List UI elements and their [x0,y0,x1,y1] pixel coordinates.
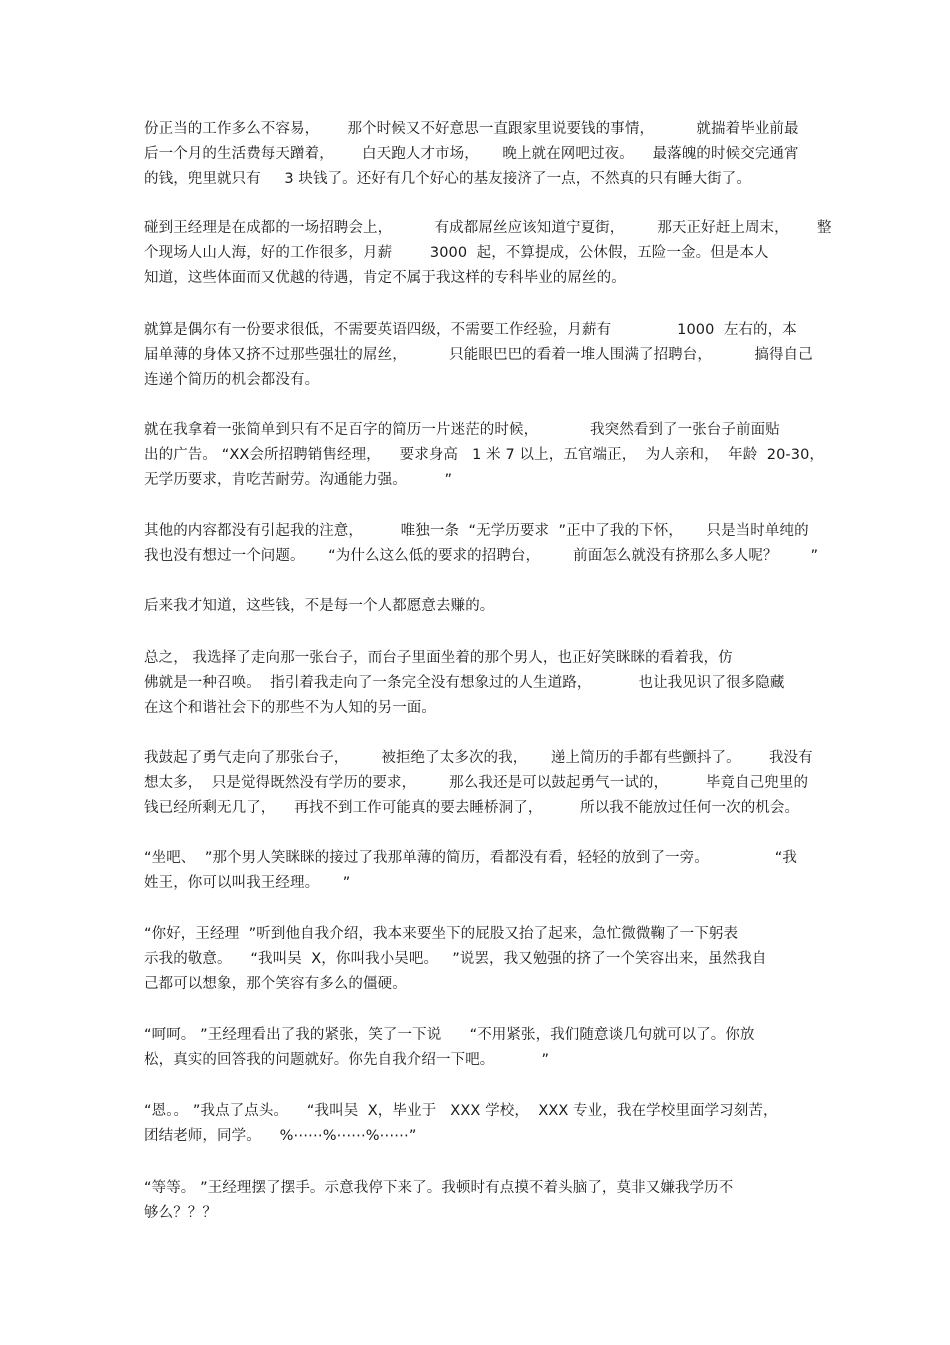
text-line: 钱已经所剩无几了， 再找不到工作可能真的要去睡桥洞了， 所以我不能放过任何一次的机会。 [144,800,800,816]
text-line: 己都可以想象，那个笑容有多么的僵硬。 [144,976,407,992]
text-line: 就在我拿着一张简单到只有不足百字的简历一片迷茫的时候， 我突然看到了一张台子前面贴 [144,422,780,438]
text-line: “恩。。 ”我点了点头。 “我叫吴 X，毕业于 XXX 学校， XXX 专业，我在学校里面学习刻苦， [144,1103,778,1119]
text-line: “你好，王经理 ”听到他自我介绍，我本来要坐下的屁股又抬了起来，急忙微微鞠了一下躬表 [144,926,739,942]
text-line: 想太多， 只是觉得既然没有学历的要求， 那么我还是可以鼓起勇气一试的， 毕竟自己兜里的 [144,775,809,791]
paragraph-11 [144,1023,824,1073]
text-line: 姓王，你可以叫我王经理。 ” [144,875,351,891]
text-line: 出的广告。 “XX会所招聘销售经理， 要求身高 1 米 7 以上，五官端正， 为人亲和， 年龄 20-30， [144,447,825,463]
text-line: 在这个和谐社会下的那些不为人知的另一面。 [144,700,436,716]
text-line: 连递个简历的机会都没有。 [144,372,320,388]
text-line: 我也没有想过一个问题。 “为什么这么低的要求的招聘台， 前面怎么就没有挤那么多人呢？ ” [144,548,819,564]
paragraph-10 [144,922,824,997]
text-line: 无学历要求，肯吃苦耐劳。沟通能力强。 ” [144,472,453,488]
paragraph-7 [144,646,824,721]
paragraph-13 [144,1176,824,1226]
paragraph-5 [144,519,824,569]
text-line: 就算是偶尔有一份要求很低，不需要英语四级，不需要工作经验，月薪有 1000 左右的，本 [144,322,797,338]
text-line: 示我的敬意。 “我叫吴 X，你叫我小吴吧。 ”说罢，我又勉强的挤了一个笑容出来，虽然我自 [144,951,767,967]
text-line: 佛就是一种召唤。 指引着我走向了一条完全没有想象过的人生道路， 也让我见识了很多隐藏 [144,675,785,691]
paragraph-9 [144,846,824,896]
text-line: 届单薄的身体又挤不过那些强壮的屌丝， 只能眼巴巴的看着一堆人围满了招聘台， 搞得自己 [144,347,813,363]
text-line: 后来我才知道，这些钱，不是每一个人都愿意去赚的。 [144,598,495,614]
paragraph-8 [144,746,824,821]
text-line: 份正当的工作多么不容易， 那个时候又不好意思一直跟家里说要钱的事情， 就揣着毕业前最 [144,121,799,137]
text-line: 知道，这些体面而又优越的待遇，肯定不属于我这样的专科毕业的屌丝的。 [144,270,626,286]
text-line: 我鼓起了勇气走向了那张台子， 被拒绝了太多次的我， 递上简历的手都有些颤抖了。 我没有 [144,750,813,766]
paragraph-2 [144,216,832,291]
paragraph-4 [144,418,824,493]
paragraph-3 [144,318,824,393]
text-line: 够么？？？ [144,1205,217,1221]
text-line: 总之， 我选择了走向那一张台子，而台子里面坐着的那个男人，也正好笑眯眯的看着我，仿 [144,650,733,666]
text-line: 碰到王经理是在成都的一场招聘会上， 有成都屌丝应该知道宁夏街， 那天正好赶上周末， 整 [144,220,832,236]
text-line: 团结老师，同学。 %⋯⋯%⋯⋯%⋯⋯” [144,1128,417,1144]
paragraph-1 [144,117,824,192]
text-line: 其他的内容都没有引起我的注意， 唯独一条 “无学历要求 ”正中了我的下怀， 只是当时单纯的 [144,523,809,539]
text-line: “呵呵。 ”王经理看出了我的紧张，笑了一下说 “不用紧张，我们随意谈几句就可以了。你放 [144,1027,755,1043]
paragraph-12 [144,1099,824,1149]
text-line: 后一个月的生活费每天蹭着， 白天跑人才市场， 晚上就在网吧过夜。 最落魄的时候交完通宵 [144,146,799,162]
text-line: 个现场人山人海，好的工作很多，月薪 3000 起，不算提成，公休假，五险一金。但是本人 [144,245,769,261]
text-line: “等等。 ”王经理摆了摆手。示意我停下来了。我顿时有点摸不着头脑了，莫非又嫌我学历不 [144,1180,734,1196]
text-line: “坐吧、 ”那个男人笑眯眯的接过了我那单薄的简历，看都没有看，轻轻的放到了一旁。 “我 [144,850,797,866]
text-line: 松，真实的回答我的问题就好。你先自我介绍一下吧。 ” [144,1052,550,1068]
paragraph-6 [144,594,824,619]
text-line: 的钱，兜里就只有 3 块钱了。还好有几个好心的基友接济了一点，不然真的只有睡大街了。 [144,171,751,187]
